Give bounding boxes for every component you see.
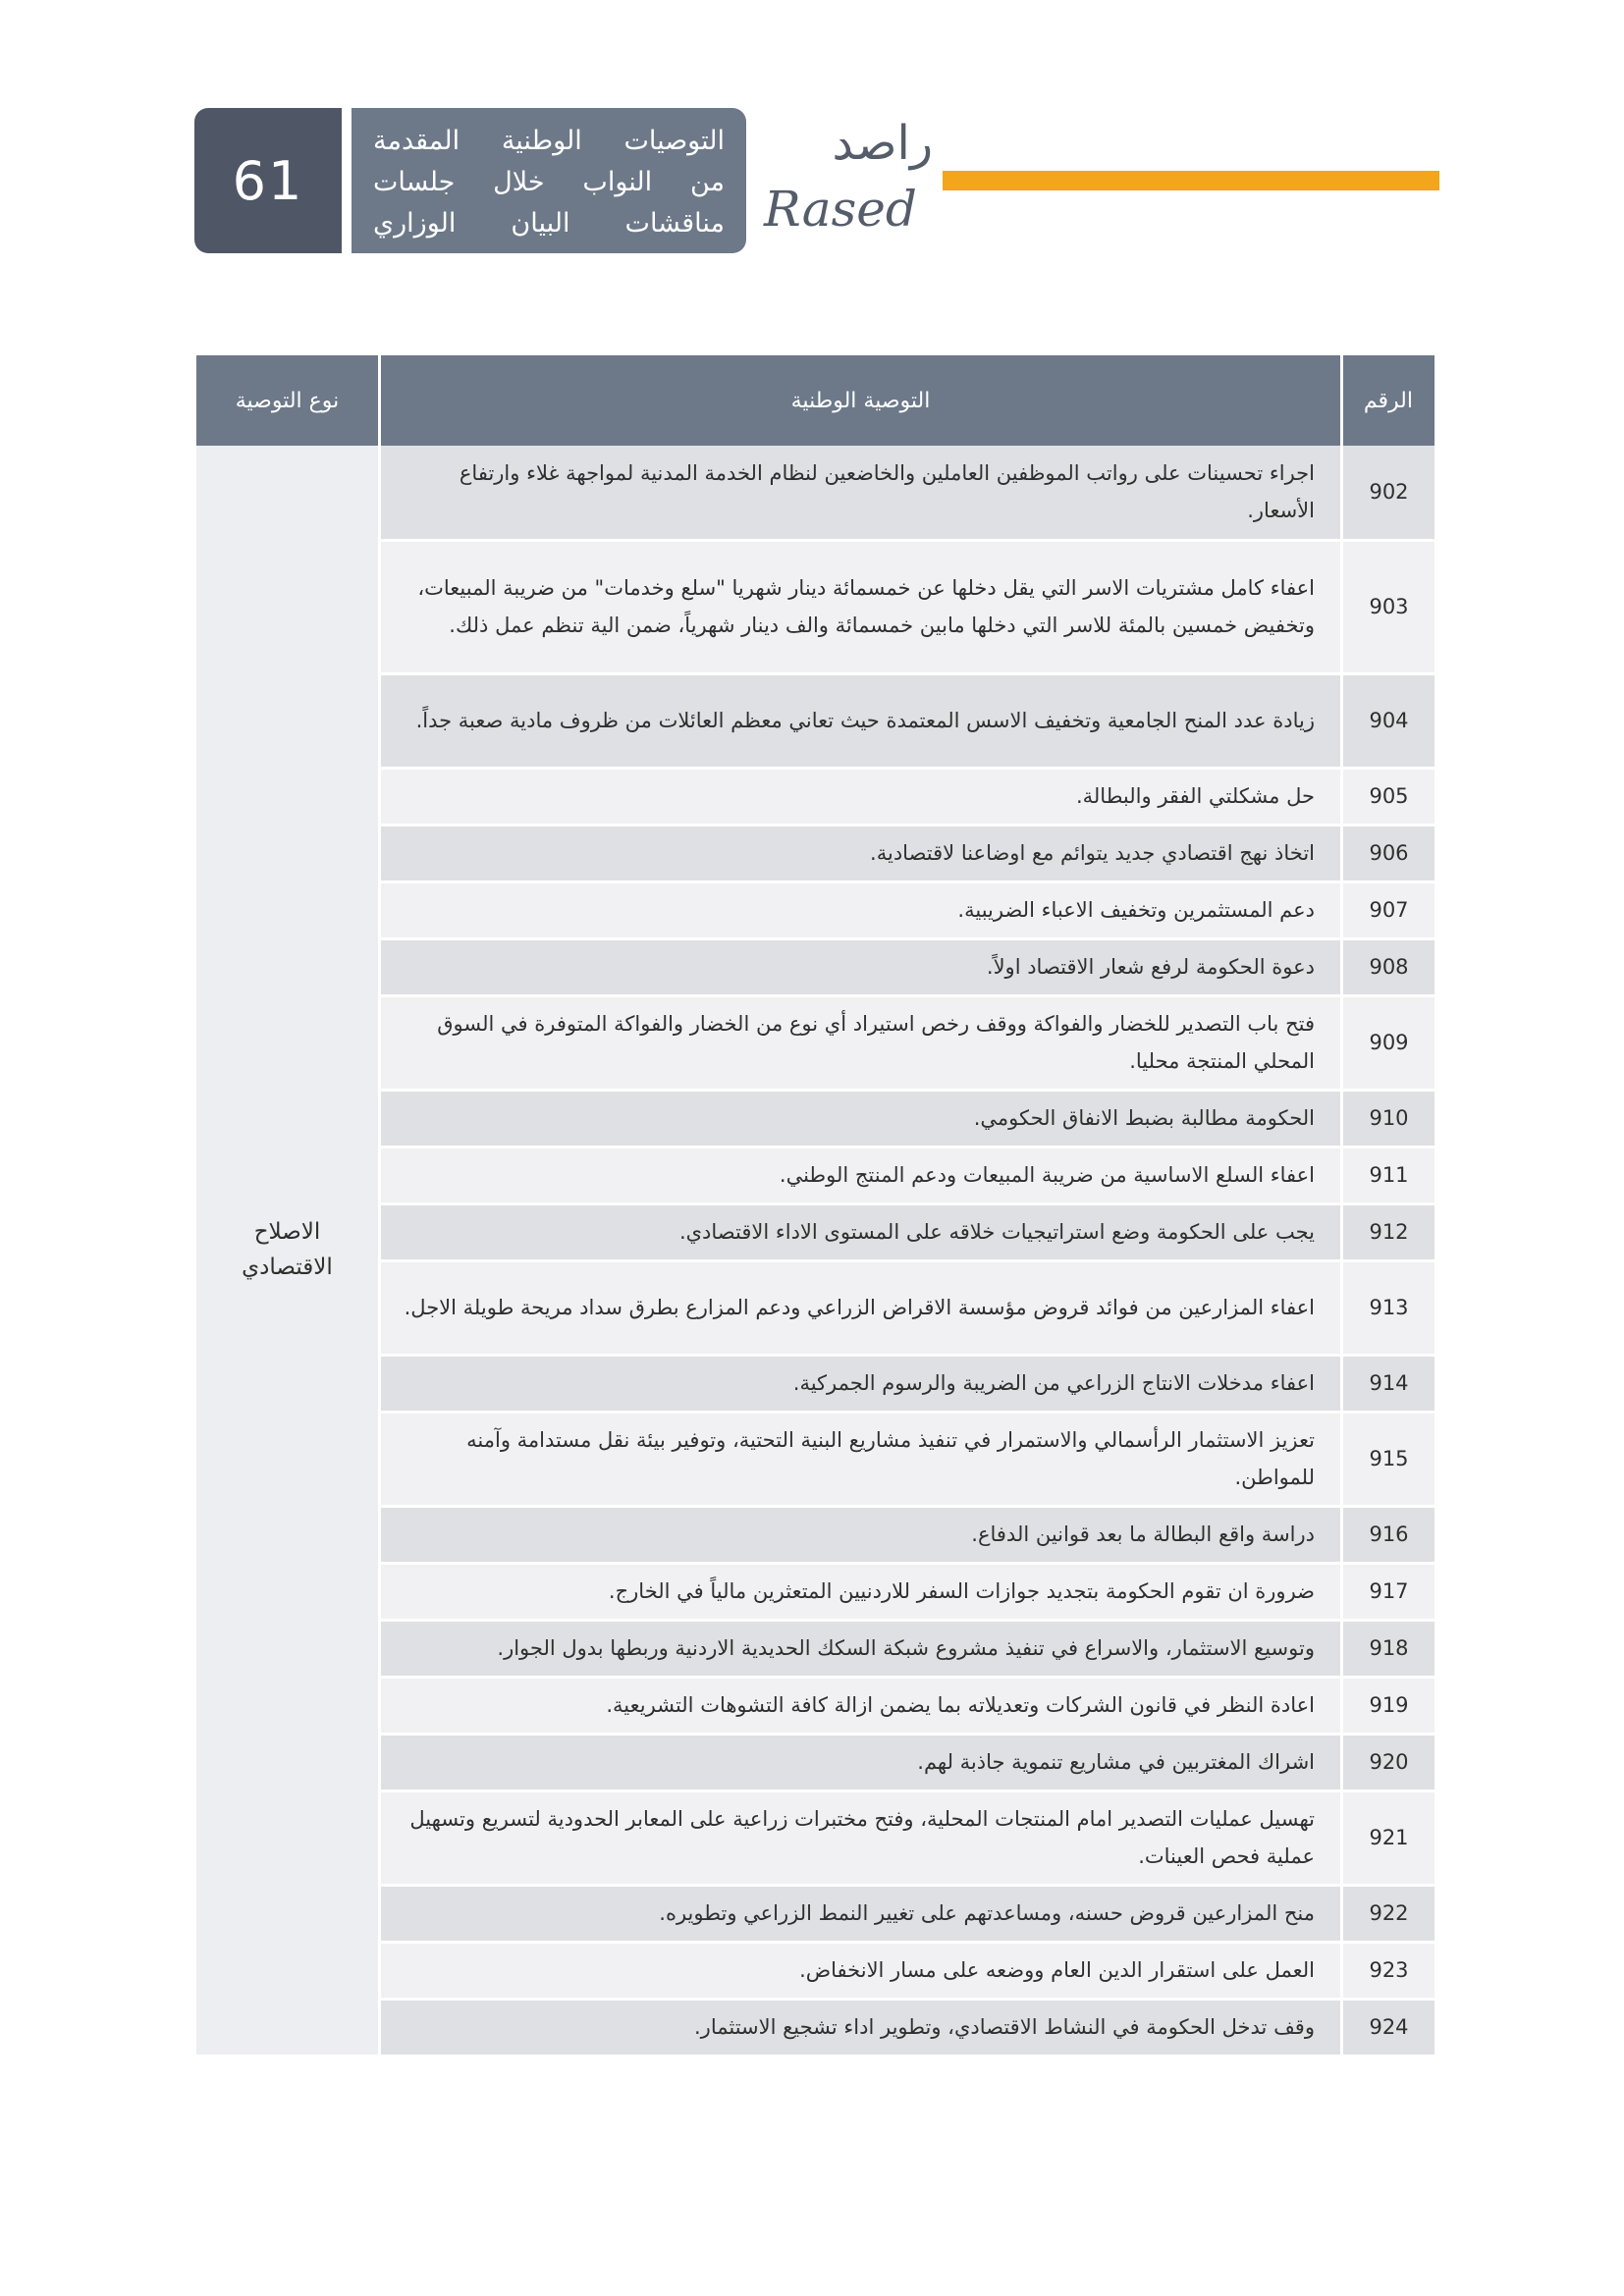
brand-logo-english: Rased [764,181,917,238]
recommendations-table [193,355,1437,2057]
header-number: الرقم [1342,355,1436,446]
table-row [195,1506,1436,1563]
row-recommendation: اعفاء المزارعين من فوائد قروض مؤسسة الاقراض الزراعي ودعم المزارع بطرق سداد مريحة طويلة الاجل. [380,1260,1342,1355]
table-row [195,938,1436,995]
table-row [195,1412,1436,1506]
table-row [195,1620,1436,1677]
row-number: 921 [1342,1790,1436,1885]
row-recommendation: اعفاء مدخلات الانتاج الزراعي من الضريبة والرسوم الجمركية. [380,1355,1342,1412]
table-row [195,1885,1436,1942]
table-row [195,1563,1436,1620]
row-number: 911 [1342,1147,1436,1203]
row-number: 919 [1342,1677,1436,1734]
table-row [195,1999,1436,2056]
row-recommendation: فتح باب التصدير للخضار والفواكة ووقف رخص استيراد أي نوع من الخضار والفواكة المتوفرة في السوق المحلي المنتجة محليا. [380,995,1342,1090]
page-header [0,0,1624,275]
row-recommendation: اشراك المغتربين في مشاريع تنموية جاذبة لهم. [380,1734,1342,1790]
header-type: نوع التوصية [195,355,380,446]
row-number: 906 [1342,825,1436,881]
report-title-line-2: من النواب خلال جلسات [373,167,725,197]
table-row [195,540,1436,673]
table-row [195,1790,1436,1885]
table-row [195,1147,1436,1203]
report-title-line-1: التوصيات الوطنية المقدمة [373,126,725,156]
row-number: 914 [1342,1355,1436,1412]
row-number: 902 [1342,446,1436,540]
table-header-row [195,355,1436,446]
row-number: 917 [1342,1563,1436,1620]
row-recommendation: حل مشكلتي الفقر والبطالة. [380,768,1342,825]
row-number: 916 [1342,1506,1436,1563]
table-row [195,673,1436,768]
row-recommendation: وتوسيع الاستثمار، والاسراع في تنفيذ مشروع شبكة السكك الحديدية الاردنية وربطها بدول الجوار. [380,1620,1342,1677]
table-body [195,446,1436,2056]
table-row [195,446,1436,540]
table-row [195,881,1436,938]
table-row [195,1677,1436,1734]
row-recommendation: دعم المستثمرين وتخفيف الاعباء الضريبية. [380,881,1342,938]
row-number: 915 [1342,1412,1436,1506]
table-row [195,768,1436,825]
row-number: 909 [1342,995,1436,1090]
table-row [195,1942,1436,1999]
row-number: 913 [1342,1260,1436,1355]
recommendations-table-wrapper [196,355,1437,2057]
row-number: 903 [1342,540,1436,673]
table-row [195,1355,1436,1412]
header-recommendation: التوصية الوطنية [380,355,1342,446]
table-row [195,1203,1436,1260]
row-recommendation: اعفاء كامل مشتريات الاسر التي يقل دخلها عن خمسمائة دينار شهريا "سلع وخدمات" من ضريبة المبيعات، وتخفيض خمسين بالمئة للاسر التي دخلها مابين خمسمائة والف دينار شهرياً، ضمن الية تنظم عمل ذلك. [380,540,1342,673]
row-recommendation: دعوة الحكومة لرفع شعار الاقتصاد اولاً. [380,938,1342,995]
row-recommendation: زيادة عدد المنح الجامعية وتخفيف الاسس المعتمدة حيث تعاني معظم العائلات من ظروف مادية صعبة جداً. [380,673,1342,768]
report-title [352,108,746,253]
page-number: 61 [194,108,342,253]
row-number: 904 [1342,673,1436,768]
table-row [195,1260,1436,1355]
brand-logo-arabic: راصد [832,116,933,171]
table-row [195,995,1436,1090]
row-number: 908 [1342,938,1436,995]
table-row [195,1090,1436,1147]
row-recommendation: ضرورة ان تقوم الحكومة بتجديد جوازات السفر للاردنيين المتعثرين مالياً في الخارج. [380,1563,1342,1620]
row-recommendation: اعفاء السلع الاساسية من ضريبة المبيعات ودعم المنتج الوطني. [380,1147,1342,1203]
row-number: 922 [1342,1885,1436,1942]
row-recommendation: يجب على الحكومة وضع استراتيجيات خلاقه على المستوى الاداء الاقتصادي. [380,1203,1342,1260]
row-number: 907 [1342,881,1436,938]
row-recommendation: اتخاذ نهج اقتصادي جديد يتوائم مع اوضاعنا لاقتصادية. [380,825,1342,881]
report-title-line-3: مناقشات البيان الوزاري [373,208,725,239]
table-row [195,1734,1436,1790]
row-recommendation: وقف تدخل الحكومة في النشاط الاقتصادي، وتطوير اداء تشجيع الاستثمار. [380,1999,1342,2056]
row-number: 918 [1342,1620,1436,1677]
row-recommendation: تعزيز الاستثمار الرأسمالي والاستمرار في تنفيذ مشاريع البنية التحتية، وتوفير بيئة نقل مستدامة وآمنه للمواطن. [380,1412,1342,1506]
row-recommendation: تهسيل عمليات التصدير امام المنتجات المحلية، وفتح مختبرات زراعية على المعابر الحدودية لتسريع وتسهيل عملية فحص العينات. [380,1790,1342,1885]
brand-accent-bar [943,171,1439,190]
row-recommendation: اعادة النظر في قانون الشركات وتعديلاته بما يضمن ازالة كافة التشوهات التشريعية. [380,1677,1342,1734]
row-number: 924 [1342,1999,1436,2056]
table-row [195,825,1436,881]
row-number: 905 [1342,768,1436,825]
row-recommendation: العمل على استقرار الدين العام ووضعه على مسار الانخفاض. [380,1942,1342,1999]
recommendation-type: الاصلاح الاقتصادي [195,446,380,2056]
row-recommendation: منح المزارعين قروض حسنه، ومساعدتهم على تغيير النمط الزراعي وتطويره. [380,1885,1342,1942]
row-number: 920 [1342,1734,1436,1790]
row-recommendation: دراسة واقع البطالة ما بعد قوانين الدفاع. [380,1506,1342,1563]
row-recommendation: اجراء تحسينات على رواتب الموظفين العاملين والخاضعين لنظام الخدمة المدنية لمواجهة غلاء وارتفاع الأسعار. [380,446,1342,540]
row-recommendation: الحكومة مطالبة بضبط الانفاق الحكومي. [380,1090,1342,1147]
row-number: 923 [1342,1942,1436,1999]
row-number: 912 [1342,1203,1436,1260]
row-number: 910 [1342,1090,1436,1147]
